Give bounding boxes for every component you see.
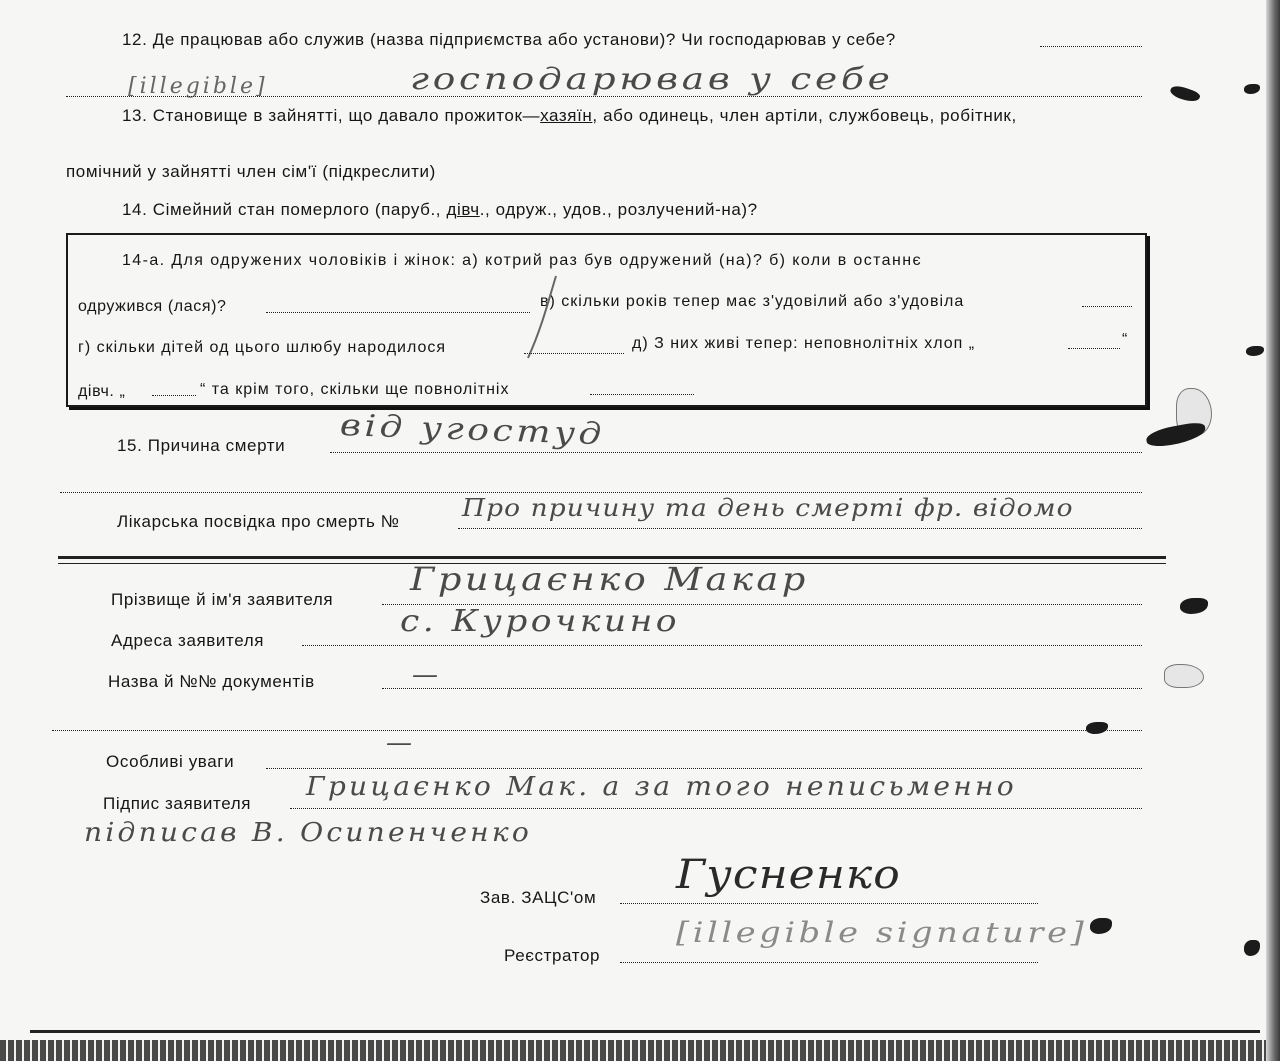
applicant-address-label: Адреса заявителя: [111, 631, 265, 650]
q14a-line3-dots-b: [1068, 348, 1120, 349]
registrar-label: Реєстратор: [504, 946, 601, 965]
medical-cert-answer: Про причину та день смерті фр. відомо: [462, 494, 1074, 522]
medical-cert-line: [458, 528, 1142, 529]
q14a-line2-dots-b: [1082, 306, 1132, 307]
applicant-docs-line: [382, 688, 1142, 689]
bottom-rule: [30, 1030, 1260, 1033]
notes-label: Особливі уваги: [106, 752, 235, 771]
q12-margin-note: [illegible]: [128, 74, 268, 99]
signature-line: [290, 808, 1142, 809]
q13-label-line2: помічний у зайнятті член сім'ї (підкреслити): [66, 162, 436, 181]
q14a-line4-a: дівч. „: [78, 383, 126, 400]
q14a-line2-dots-a: [266, 312, 530, 313]
q14a-line3-b: д) З них живі тепер: неповнолітніх хлоп „: [632, 335, 976, 352]
registrar-line: [620, 962, 1038, 963]
notes-line: [266, 768, 1142, 769]
medical-cert-label: Лікарська посвідка про смерть №: [117, 512, 400, 531]
q14a-line3-dots-a: [524, 353, 624, 354]
q15-extra-line: [60, 492, 1142, 493]
q14a-line2-a: одружився (лася)?: [78, 298, 227, 315]
q15-answer-line: [330, 452, 1142, 453]
q12-answer: господарював у себе: [410, 62, 894, 97]
q14a-line3-a: г) скільки дітей од цього шлюбу народилося: [78, 339, 447, 356]
q15-answer: від угостуд: [339, 408, 606, 453]
zags-head-line: [620, 903, 1038, 904]
q14-label-part2: ., одруж., удов., розлучений-на)?: [479, 200, 758, 219]
q13-selected-option: хазяїн: [540, 106, 593, 125]
q12-answer-line: [66, 96, 1142, 97]
signature-value: Грицаєнко Мак. а за того неписьменно: [306, 772, 1017, 802]
q12-label: 12. Де працював або служив (назва підприємства або установи)? Чи господарював у себе?: [122, 30, 896, 49]
ink-blot: [1244, 940, 1260, 956]
section-separator-thick: [58, 556, 1166, 559]
ink-blot: [1180, 598, 1208, 614]
paper-hole: [1164, 664, 1204, 688]
q14a-line4-dots-b: [590, 394, 694, 395]
q12-dotted-line: [1040, 46, 1142, 47]
applicant-name-value: Грицаєнко Макар: [410, 560, 809, 598]
ink-blot: [1246, 346, 1264, 356]
signature-value-line2: підписав В. Осипенченко: [84, 818, 533, 848]
ink-blot: [1090, 918, 1112, 934]
q14a-line1: 14-а. Для одружених чоловіків і жінок: а) котрий раз був одружений (на)? б) коли в останнє: [122, 252, 923, 269]
ink-blot: [1169, 83, 1201, 105]
notes-value: —: [386, 728, 415, 758]
q15-label: 15. Причина смерти: [117, 436, 286, 455]
registrar-signature: [illegible signature]: [676, 916, 1088, 949]
applicant-docs-label: Назва й №№ документів: [108, 672, 315, 691]
q13-label-part1: 13. Становище в зайнятті, що давало прожиток—: [122, 106, 541, 125]
next-page-edge: [0, 1040, 1270, 1061]
zags-head-label: Зав. ЗАЦС'ом: [480, 888, 597, 907]
ink-blot: [1244, 84, 1260, 94]
q14a-dash-mark: [518, 272, 568, 362]
applicant-docs-value: —: [412, 660, 441, 690]
applicant-address-value: с. Курочкино: [400, 604, 681, 639]
q14a-line4-dots-a: [152, 395, 196, 396]
page-edge-shadow: [1266, 0, 1280, 1061]
ink-blot: [1145, 421, 1207, 449]
applicant-name-label: Прізвище й ім'я заявителя: [111, 590, 334, 609]
q13-label-part2: , або одинець, член артіли, службовець, робітник,: [592, 106, 1017, 125]
q14-label: [122, 200, 758, 220]
q14a-line2-b: в) скільки років тепер має з'удовілий або з'удовіла: [540, 293, 965, 310]
ink-blot: [1086, 722, 1108, 734]
q13-label: [122, 106, 1017, 126]
applicant-address-line: [302, 645, 1142, 646]
q14a-line3-c: “: [1122, 331, 1128, 348]
q14a-line4-b: “ та крім того, скільки ще повнолітніх: [200, 381, 510, 398]
signature-label: Підпис заявителя: [103, 794, 252, 813]
applicant-docs-extra-line: [52, 730, 1142, 731]
q14-label-part1: 14. Сімейний стан померлого (паруб.,: [122, 200, 447, 219]
q14-selected-option: дівч: [446, 200, 480, 219]
zags-head-signature: Гусненко: [676, 852, 901, 898]
